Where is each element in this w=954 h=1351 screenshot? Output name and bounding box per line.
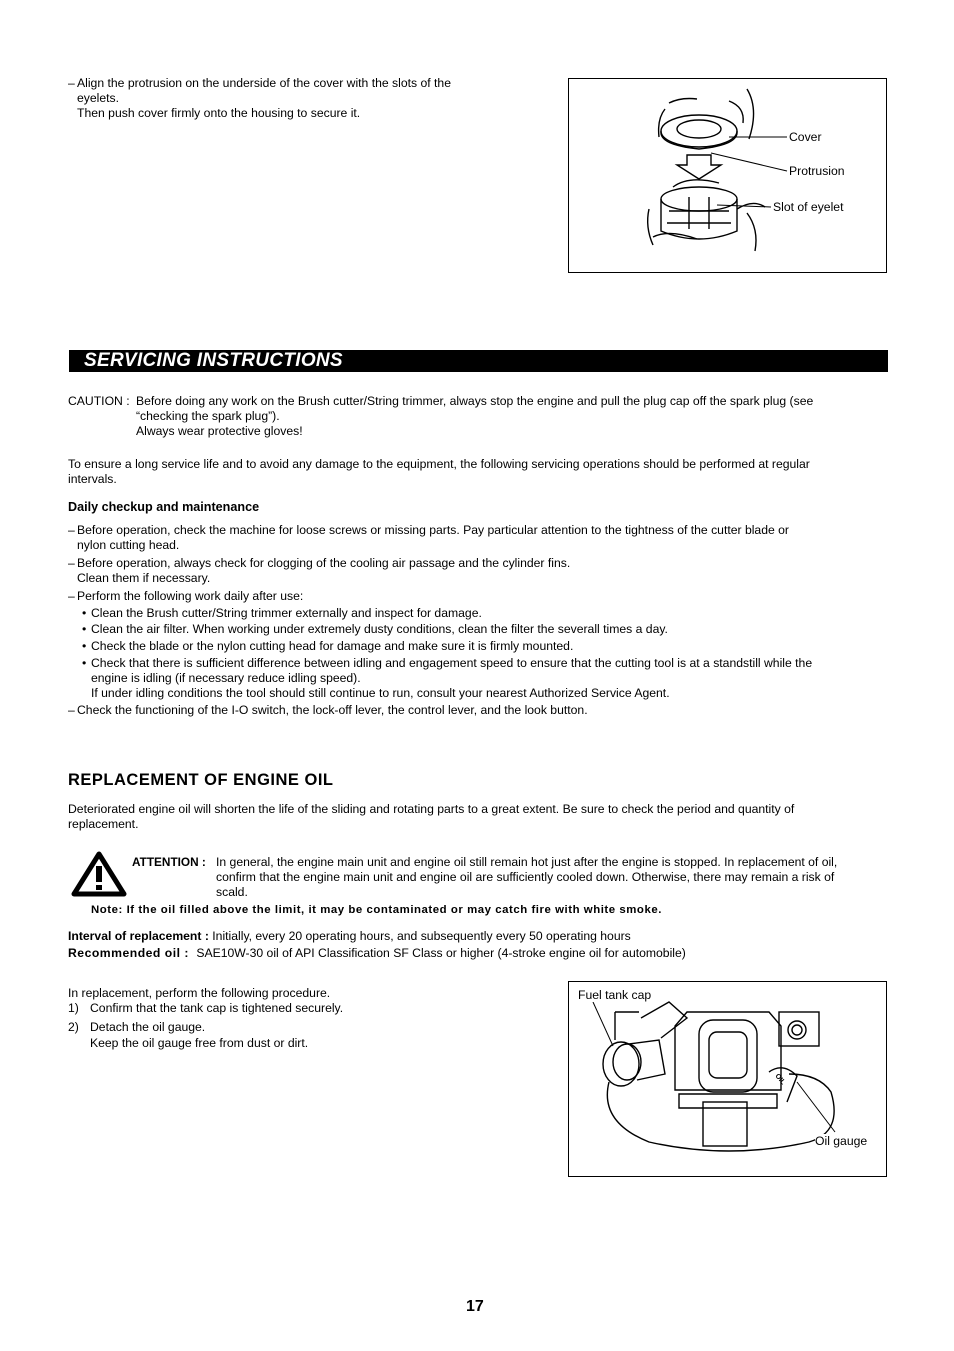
servicing-intro-line-2: intervals. (68, 472, 117, 486)
daily-bullet (78, 622, 888, 637)
checkup-item-1-line-2: nylon cutting head. (77, 538, 180, 552)
oil-mark-text: OIL (773, 1072, 787, 1087)
daily-bullet (78, 656, 888, 701)
attention-label: ATTENTION : (132, 855, 206, 869)
step-2-line-2: Keep the oil gauge free from dust or dirt. (90, 1036, 309, 1050)
recommended-value: SAE10W-30 oil of API Classification SF Class or higher (4-stroke engine oil for automobile) (196, 946, 686, 960)
attention-line-1: In general, the engine main unit and engine oil still remain hot just after the engine is stopped. In replacement of oil, (216, 855, 838, 869)
checkup-item-2-line-1: Before operation, always check for clogging of the cooling air passage and the cylinder fins. (77, 556, 571, 570)
servicing-intro-line-1: To ensure a long service life and to avoid any damage to the equipment, the following servicing operations should be performed at regular (68, 457, 810, 471)
step-number: 2) (68, 1020, 79, 1034)
attention-line-2: confirm that the engine main unit and engine oil are sufficiently cooled down. Otherwise, there may remain a risk of (216, 870, 835, 884)
slot-of-eyelet-label: Slot of eyelet (773, 200, 844, 214)
cover-figure (568, 78, 887, 273)
daily-bullet-4-line-1: Check that there is sufficient difference between idling and engagement speed to ensure that the cutting tool is at a standstill while the (91, 656, 813, 670)
interval-value: Initially, every 20 operating hours, and subsequently every 50 operating hours (212, 929, 631, 943)
daily-bullet-4-line-2: engine is idling (if necessary reduce idling speed). (91, 671, 361, 685)
daily-bullet-2: Clean the air filter. When working under extremely dusty conditions, clean the filter the severall times a day. (91, 622, 668, 636)
engine-figure (568, 981, 887, 1177)
bullet-marker: • (82, 606, 87, 620)
servicing-intro (68, 457, 888, 487)
oil-fire-note: Note: If the oil filled above the limit, it may be contaminated or may catch fire with white smoke. (91, 904, 662, 916)
dash-marker: – (68, 556, 75, 570)
checkup-item-3-line-1: Perform the following work daily after use: (77, 589, 304, 603)
step-2-line-1: Detach the oil gauge. (90, 1020, 206, 1034)
attention-block (132, 855, 892, 900)
daily-bullet (78, 606, 888, 621)
daily-bullet (78, 639, 888, 654)
dash-marker: – (68, 523, 75, 537)
page-number: 17 (466, 1298, 484, 1315)
caution-block (68, 394, 888, 439)
dash-marker: – (68, 703, 75, 717)
cover-instruction-line-1: Align the protrusion on the underside of the cover with the slots of the (77, 76, 451, 90)
checkup-item (68, 589, 888, 604)
step-1-text: Confirm that the tank cap is tightened securely. (90, 1001, 344, 1015)
caution-label: CAUTION : (68, 394, 130, 408)
warning-triangle-icon (71, 851, 127, 901)
caution-line-2: “checking the spark plug”). (136, 409, 280, 423)
servicing-instructions-banner (69, 350, 888, 372)
step-number: 1) (68, 1001, 79, 1015)
attention-line-3: scald. (216, 885, 248, 899)
oil-intro-line-2: replacement. (68, 817, 139, 831)
interval-row (68, 929, 631, 944)
daily-checkup-heading: Daily checkup and maintenance (68, 500, 260, 514)
checkup-item (68, 703, 888, 718)
checkup-item-2-line-2: Clean them if necessary. (77, 571, 211, 585)
oil-intro (68, 802, 888, 832)
servicing-title: SERVICING INSTRUCTIONS (84, 350, 343, 371)
dash-marker: – (68, 589, 75, 603)
cover-label: Cover (789, 130, 822, 144)
oil-intro-line-1: Deteriorated engine oil will shorten the life of the sliding and rotating parts to a great extent. Be sure to check the period and quantity of (68, 802, 795, 816)
checkup-item (68, 523, 888, 553)
fuel-tank-cap-label: Fuel tank cap (578, 988, 652, 1002)
procedure-block (68, 986, 508, 1054)
cover-instruction (68, 76, 498, 121)
procedure-step (68, 1001, 508, 1020)
checkup-item-4-line-1: Check the functioning of the I-O switch, the lock-off lever, the control lever, and the look button. (77, 703, 588, 717)
recommended-label: Recommended oil : (68, 946, 189, 960)
oil-gauge-label: Oil gauge (815, 1134, 868, 1148)
caution-line-1: Before doing any work on the Brush cutter/String trimmer, always stop the engine and pull the plug cap off the spark plug (see (136, 394, 814, 408)
checkup-item-1-line-1: Before operation, check the machine for loose screws or missing parts. Pay particular attention to the tightness of the cutter blade or (77, 523, 789, 537)
procedure-step (68, 1020, 508, 1054)
protrusion-label: Protrusion (789, 164, 845, 178)
bullet-marker: • (82, 656, 87, 670)
interval-label: Interval of replacement : (68, 929, 209, 943)
procedure-intro: In replacement, perform the following procedure. (68, 986, 331, 1000)
daily-bullet-3: Check the blade or the nylon cutting head for damage and make sure it is firmly mounted. (91, 639, 574, 653)
daily-bullet-4-line-3: If under idling conditions the tool should still continue to run, consult your nearest Authorized Service Agent. (91, 686, 670, 700)
caution-line-3: Always wear protective gloves! (136, 424, 303, 438)
cover-instruction-line-2: eyelets. (77, 91, 120, 105)
checkup-item (68, 556, 888, 586)
bullet-marker: • (82, 639, 87, 653)
cover-instruction-line-3: Then push cover firmly onto the housing to secure it. (77, 106, 361, 120)
engine-oil-heading: REPLACEMENT OF ENGINE OIL (68, 771, 334, 789)
recommended-oil-row (68, 946, 686, 961)
bullet-marker: • (82, 622, 87, 636)
daily-bullet-1: Clean the Brush cutter/String trimmer externally and inspect for damage. (91, 606, 482, 620)
dash-marker: – (68, 76, 75, 90)
